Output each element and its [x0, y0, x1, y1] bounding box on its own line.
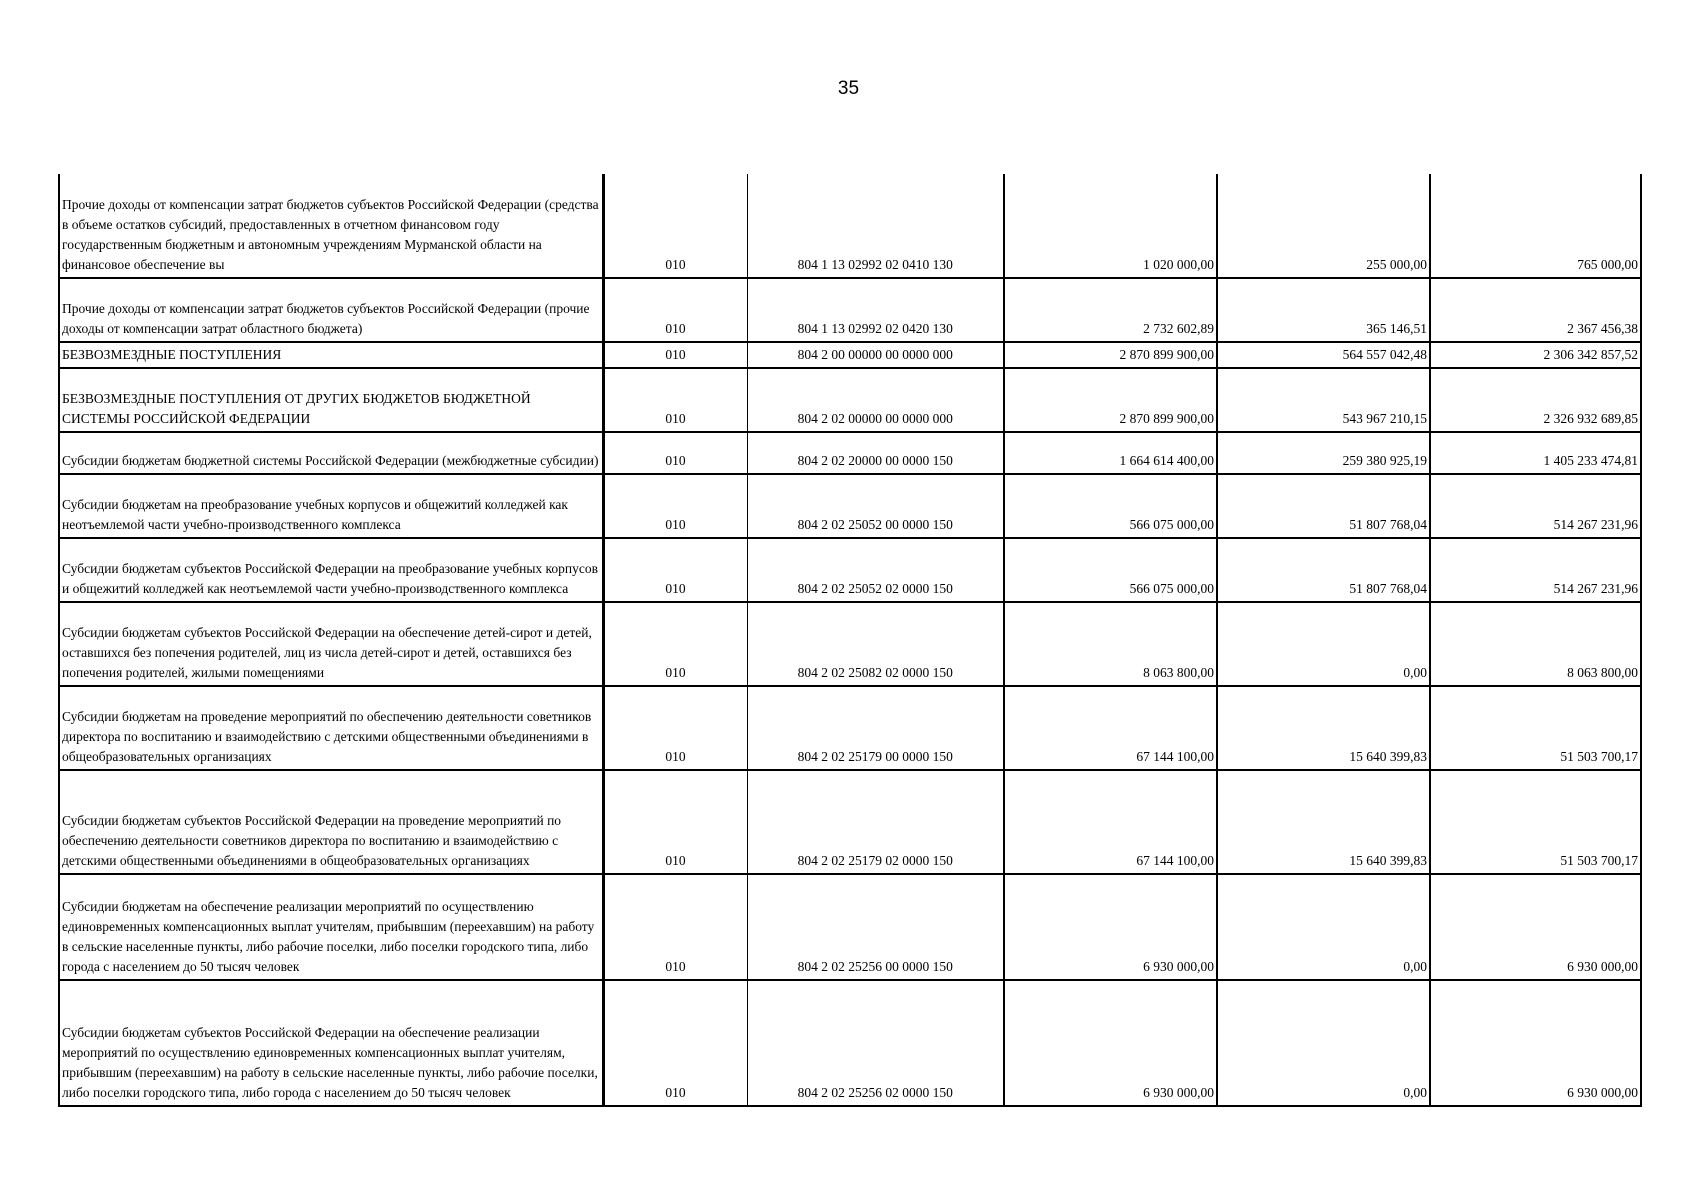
table-row	[59, 368, 1641, 432]
row-remaining: 6 930 000,00	[1430, 874, 1641, 980]
row-kbk: 804 2 02 00000 00 0000 000	[747, 368, 1004, 432]
row-kbk: 804 2 02 25256 02 0000 150	[747, 980, 1004, 1106]
row-code: 010	[603, 368, 747, 432]
row-name: БЕЗВОЗМЕЗДНЫЕ ПОСТУПЛЕНИЯ	[59, 342, 603, 368]
row-name: Субсидии бюджетам на обеспечение реализации мероприятий по осуществлению единовременных компенсационных выплат учителям, прибывшим (переехавшим) на работу в сельские населенные пункты, либо рабочие поселки, либо поселки городского типа, либо города с населением до 50 тысяч человек	[59, 874, 603, 980]
row-executed: 15 640 399,83	[1217, 686, 1430, 770]
row-executed: 259 380 925,19	[1217, 432, 1430, 474]
table-row	[59, 278, 1641, 342]
table-row	[59, 770, 1641, 874]
row-executed: 51 807 768,04	[1217, 474, 1430, 538]
row-remaining: 514 267 231,96	[1430, 538, 1641, 602]
row-name: Субсидии бюджетам субъектов Российской Федерации на проведение мероприятий по обеспечению деятельности советников директора по воспитанию и взаимодействию с детскими общественными объединениями в общеобразовательных организациях	[59, 770, 603, 874]
row-code: 010	[603, 874, 747, 980]
row-executed: 543 967 210,15	[1217, 368, 1430, 432]
row-executed: 564 557 042,48	[1217, 342, 1430, 368]
row-approved: 2 870 899 900,00	[1004, 342, 1217, 368]
row-executed: 0,00	[1217, 874, 1430, 980]
row-kbk: 804 2 02 25052 00 0000 150	[747, 474, 1004, 538]
row-approved: 6 930 000,00	[1004, 980, 1217, 1106]
table-row	[59, 474, 1641, 538]
row-kbk: 804 2 02 25256 00 0000 150	[747, 874, 1004, 980]
table-row	[59, 432, 1641, 474]
row-code: 010	[603, 432, 747, 474]
row-name: БЕЗВОЗМЕЗДНЫЕ ПОСТУПЛЕНИЯ ОТ ДРУГИХ БЮДЖЕТОВ БЮДЖЕТНОЙ СИСТЕМЫ РОССИЙСКОЙ ФЕДЕРАЦИИ	[59, 368, 603, 432]
row-executed: 255 000,00	[1217, 174, 1430, 278]
row-approved: 2 732 602,89	[1004, 278, 1217, 342]
row-approved: 67 144 100,00	[1004, 686, 1217, 770]
row-code: 010	[603, 686, 747, 770]
row-code: 010	[603, 474, 747, 538]
row-approved: 8 063 800,00	[1004, 602, 1217, 686]
row-remaining: 2 306 342 857,52	[1430, 342, 1641, 368]
row-code: 010	[603, 278, 747, 342]
row-executed: 51 807 768,04	[1217, 538, 1430, 602]
budget-table	[58, 174, 1642, 1107]
row-approved: 2 870 899 900,00	[1004, 368, 1217, 432]
row-name: Субсидии бюджетам бюджетной системы Российской Федерации (межбюджетные субсидии)	[59, 432, 603, 474]
page-number: 35	[837, 78, 860, 99]
table-row	[59, 874, 1641, 980]
row-kbk: 804 1 13 02992 02 0420 130	[747, 278, 1004, 342]
row-kbk: 804 2 02 25179 00 0000 150	[747, 686, 1004, 770]
row-remaining: 51 503 700,17	[1430, 686, 1641, 770]
row-executed: 0,00	[1217, 980, 1430, 1106]
row-remaining: 1 405 233 474,81	[1430, 432, 1641, 474]
row-approved: 566 075 000,00	[1004, 538, 1217, 602]
row-remaining: 2 367 456,38	[1430, 278, 1641, 342]
table-row	[59, 342, 1641, 368]
row-approved: 566 075 000,00	[1004, 474, 1217, 538]
row-code: 010	[603, 602, 747, 686]
row-remaining: 2 326 932 689,85	[1430, 368, 1641, 432]
table-row	[59, 174, 1641, 278]
row-approved: 1 664 614 400,00	[1004, 432, 1217, 474]
row-remaining: 765 000,00	[1430, 174, 1641, 278]
table-row	[59, 980, 1641, 1106]
row-name: Субсидии бюджетам субъектов Российской Федерации на обеспечение реализации мероприятий по осуществлению единовременных компенсационных выплат учителям, прибывшим (переехавшим) на работу в сельские населенные пункты, либо рабочие поселки, либо поселки городского типа, либо города с населением до 50 тысяч человек	[59, 980, 603, 1106]
row-executed: 0,00	[1217, 602, 1430, 686]
row-code: 010	[603, 770, 747, 874]
row-approved: 1 020 000,00	[1004, 174, 1217, 278]
row-code: 010	[603, 980, 747, 1106]
row-approved: 6 930 000,00	[1004, 874, 1217, 980]
row-executed: 365 146,51	[1217, 278, 1430, 342]
row-approved: 67 144 100,00	[1004, 770, 1217, 874]
row-name: Субсидии бюджетам субъектов Российской Федерации на обеспечение детей-сирот и детей, оставшихся без попечения родителей, лиц из числа детей-сирот и детей, оставшихся без попечения родителей, жилыми помещениями	[59, 602, 603, 686]
row-kbk: 804 2 00 00000 00 0000 000	[747, 342, 1004, 368]
row-remaining: 6 930 000,00	[1430, 980, 1641, 1106]
row-name: Прочие доходы от компенсации затрат бюджетов субъектов Российской Федерации (средства в объеме остатков субсидий, предоставленных в отчетном финансовом году государственным бюджетным и автономным учреждениям Мурманской области на финансовое обеспечение вы	[59, 174, 603, 278]
row-remaining: 8 063 800,00	[1430, 602, 1641, 686]
row-name: Субсидии бюджетам на проведение мероприятий по обеспечению деятельности советников директора по воспитанию и взаимодействию с детскими общественными объединениями в общеобразовательных организациях	[59, 686, 603, 770]
table-row	[59, 686, 1641, 770]
row-name: Прочие доходы от компенсации затрат бюджетов субъектов Российской Федерации (прочие доходы от компенсации затрат областного бюджета)	[59, 278, 603, 342]
row-kbk: 804 1 13 02992 02 0410 130	[747, 174, 1004, 278]
row-kbk: 804 2 02 25082 02 0000 150	[747, 602, 1004, 686]
row-code: 010	[603, 174, 747, 278]
row-name: Субсидии бюджетам субъектов Российской Федерации на преобразование учебных корпусов и общежитий колледжей как неотъемлемой части учебно-производственного комплекса	[59, 538, 603, 602]
row-code: 010	[603, 538, 747, 602]
row-executed: 15 640 399,83	[1217, 770, 1430, 874]
row-remaining: 514 267 231,96	[1430, 474, 1641, 538]
row-code: 010	[603, 342, 747, 368]
table-row	[59, 538, 1641, 602]
row-name: Субсидии бюджетам на преобразование учебных корпусов и общежитий колледжей как неотъемлемой части учебно-производственного комплекса	[59, 474, 603, 538]
row-kbk: 804 2 02 25052 02 0000 150	[747, 538, 1004, 602]
row-remaining: 51 503 700,17	[1430, 770, 1641, 874]
row-kbk: 804 2 02 20000 00 0000 150	[747, 432, 1004, 474]
table-row	[59, 602, 1641, 686]
row-kbk: 804 2 02 25179 02 0000 150	[747, 770, 1004, 874]
